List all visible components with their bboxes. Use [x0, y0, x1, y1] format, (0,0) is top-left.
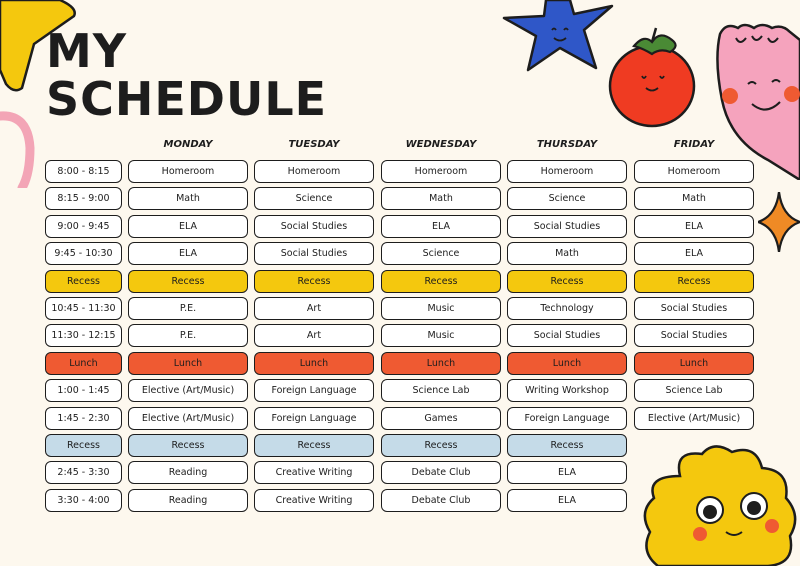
- class-cell-monday: Elective (Art/Music): [128, 379, 248, 402]
- class-cell-thursday: Homeroom: [507, 160, 627, 183]
- class-cell-wednesday: Recess: [381, 434, 501, 457]
- class-cell-thursday: ELA: [507, 489, 627, 512]
- class-cell-thursday: Science: [507, 187, 627, 210]
- class-cell-thursday: Math: [507, 242, 627, 265]
- day-header-friday: FRIDAY: [673, 139, 715, 150]
- class-cell-thursday: Lunch: [507, 352, 627, 375]
- class-cell-wednesday: Recess: [381, 270, 501, 293]
- time-slot: 9:45 - 10:30: [45, 242, 122, 265]
- class-cell-tuesday: Creative Writing: [254, 489, 374, 512]
- class-cell-monday: Recess: [128, 270, 248, 293]
- class-cell-monday: Homeroom: [128, 160, 248, 183]
- class-cell-wednesday: Homeroom: [381, 160, 501, 183]
- time-slot: 8:15 - 9:00: [45, 187, 122, 210]
- time-slot: Recess: [45, 270, 122, 293]
- class-cell-thursday: Foreign Language: [507, 407, 627, 430]
- class-cell-wednesday: ELA: [381, 215, 501, 238]
- class-cell-monday: Recess: [128, 434, 248, 457]
- class-cell-wednesday: Science: [381, 242, 501, 265]
- class-cell-tuesday: Foreign Language: [254, 379, 374, 402]
- time-slot: 2:45 - 3:30: [45, 461, 122, 484]
- title-line-2: SCHEDULE: [46, 72, 328, 126]
- class-cell-thursday: Recess: [507, 270, 627, 293]
- class-cell-monday: ELA: [128, 242, 248, 265]
- time-slot: 10:45 - 11:30: [45, 297, 122, 320]
- class-cell-tuesday: Lunch: [254, 352, 374, 375]
- class-cell-monday: ELA: [128, 215, 248, 238]
- class-cell-monday: Math: [128, 187, 248, 210]
- class-cell-thursday: ELA: [507, 461, 627, 484]
- class-cell-friday: Homeroom: [634, 160, 754, 183]
- time-slot: 1:00 - 1:45: [45, 379, 122, 402]
- class-cell-tuesday: Social Studies: [254, 215, 374, 238]
- title-line-1: MY: [46, 24, 128, 78]
- class-cell-friday: Science Lab: [634, 379, 754, 402]
- class-cell-monday: P.E.: [128, 324, 248, 347]
- class-cell-wednesday: Debate Club: [381, 461, 501, 484]
- class-cell-tuesday: Homeroom: [254, 160, 374, 183]
- class-cell-wednesday: Lunch: [381, 352, 501, 375]
- class-cell-tuesday: Creative Writing: [254, 461, 374, 484]
- class-cell-tuesday: Art: [254, 324, 374, 347]
- time-slot: 3:30 - 4:00: [45, 489, 122, 512]
- class-cell-monday: Elective (Art/Music): [128, 407, 248, 430]
- class-cell-thursday: Social Studies: [507, 324, 627, 347]
- class-cell-wednesday: Music: [381, 324, 501, 347]
- day-header-tuesday: TUESDAY: [288, 139, 340, 150]
- class-cell-tuesday: Social Studies: [254, 242, 374, 265]
- class-cell-monday: P.E.: [128, 297, 248, 320]
- class-cell-wednesday: Debate Club: [381, 489, 501, 512]
- time-slot: 9:00 - 9:45: [45, 215, 122, 238]
- class-cell-thursday: Social Studies: [507, 215, 627, 238]
- class-cell-friday: Elective (Art/Music): [634, 407, 754, 430]
- class-cell-wednesday: Math: [381, 187, 501, 210]
- time-slot: 8:00 - 8:15: [45, 160, 122, 183]
- class-cell-tuesday: Recess: [254, 434, 374, 457]
- class-cell-friday: Social Studies: [634, 297, 754, 320]
- class-cell-wednesday: Science Lab: [381, 379, 501, 402]
- class-cell-friday: Recess: [634, 270, 754, 293]
- day-header-wednesday: WEDNESDAY: [405, 139, 477, 150]
- class-cell-friday: ELA: [634, 242, 754, 265]
- class-cell-tuesday: Science: [254, 187, 374, 210]
- class-cell-friday: ELA: [634, 215, 754, 238]
- class-cell-thursday: Recess: [507, 434, 627, 457]
- class-cell-tuesday: Art: [254, 297, 374, 320]
- day-header-monday: MONDAY: [163, 139, 213, 150]
- class-cell-friday: Social Studies: [634, 324, 754, 347]
- class-cell-friday: Math: [634, 187, 754, 210]
- time-slot: Lunch: [45, 352, 122, 375]
- class-cell-thursday: Writing Workshop: [507, 379, 627, 402]
- class-cell-monday: Lunch: [128, 352, 248, 375]
- class-cell-monday: Reading: [128, 461, 248, 484]
- time-slot: 11:30 - 12:15: [45, 324, 122, 347]
- time-slot: 1:45 - 2:30: [45, 407, 122, 430]
- class-cell-wednesday: Games: [381, 407, 501, 430]
- class-cell-tuesday: Foreign Language: [254, 407, 374, 430]
- class-cell-wednesday: Music: [381, 297, 501, 320]
- day-header-thursday: THURSDAY: [536, 139, 598, 150]
- time-slot: Recess: [45, 434, 122, 457]
- class-cell-tuesday: Recess: [254, 270, 374, 293]
- class-cell-friday: Lunch: [634, 352, 754, 375]
- class-cell-monday: Reading: [128, 489, 248, 512]
- class-cell-thursday: Technology: [507, 297, 627, 320]
